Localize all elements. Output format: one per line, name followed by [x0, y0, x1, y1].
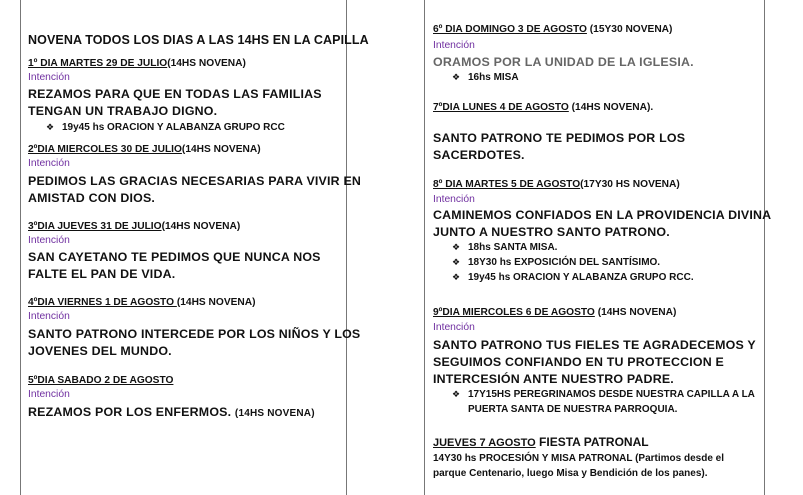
- left-column: [20, 0, 369, 495]
- day-6-bullet-1: ❖ 16hs MISA: [452, 72, 519, 83]
- diamond-bullet-icon: ❖: [46, 122, 55, 132]
- day-4-intent-label: Intención: [28, 311, 70, 322]
- day-2-intent-label: Intención: [28, 158, 70, 169]
- day-9-line-3: INTERCESIÓN ANTE NUESTRO PADRE.: [433, 372, 674, 386]
- day-1-time: (14HS NOVENA): [167, 58, 246, 69]
- feast-header: [433, 435, 649, 449]
- diamond-bullet-icon: ❖: [452, 257, 461, 267]
- day-6-header: 6º DIA DOMINGO 3 DE AGOSTO (15Y30 NOVENA): [433, 24, 673, 35]
- feast-title: FIESTA PATRONAL: [535, 435, 649, 449]
- diamond-bullet-icon: ❖: [452, 72, 461, 82]
- day-2-header: 2ºDIA MIERCOLES 30 DE JULIO(14HS NOVENA): [28, 144, 261, 155]
- day-4-line-2: JOVENES DEL MUNDO.: [28, 344, 172, 358]
- day-7-header: 7ºDIA LUNES 4 DE AGOSTO (14HS NOVENA).: [433, 102, 654, 113]
- day-1-header: [28, 58, 246, 69]
- feast-line-1: 14Y30 hs PROCESIÓN Y MISA PATRONAL (Partimos desde el: [433, 453, 725, 464]
- day-1-bullet-1: ❖ 19y45 hs ORACION Y ALABANZA GRUPO RCC: [46, 122, 285, 133]
- feast-line-2: parque Centenario, luego Misa y Bendición de los panes).: [433, 468, 708, 479]
- day-1-date: 1º DIA MARTES 29 DE JULIO: [28, 58, 168, 69]
- novena-heading: NOVENA TODOS LOS DIAS A LAS 14HS EN LA CAPILLA: [28, 33, 369, 47]
- day-3-line-1: SAN CAYETANO TE PEDIMOS QUE NUNCA NOS: [28, 250, 321, 264]
- day-4-header: 4ºDIA VIERNES 1 DE AGOSTO (14HS NOVENA): [28, 297, 256, 308]
- day-8-intent-label: Intención: [433, 194, 475, 205]
- day-8-bullet-3: ❖ 19y45 hs ORACION Y ALABANZA GRUPO RCC.: [452, 272, 694, 283]
- day-8-header: 8º DIA MARTES 5 DE AGOSTO(17Y30 HS NOVENA): [433, 179, 680, 190]
- day-3-header: 3ºDIA JUEVES 31 DE JULIO(14HS NOVENA): [28, 221, 241, 232]
- day-9-line-2: SEGUIMOS CONFIANDO EN TU PROTECCION E: [433, 355, 725, 369]
- day-3-line-2: FALTE EL PAN DE VIDA.: [28, 267, 176, 281]
- day-8-line-1: CAMINEMOS CONFIADOS EN LA PROVIDENCIA DIVINA: [433, 208, 772, 222]
- right-column: [424, 0, 772, 495]
- day-3-intent-label: Intención: [28, 235, 70, 246]
- day-6-intent-label: Intención: [433, 40, 475, 51]
- day-1-line-2: TENGAN UN TRABAJO DIGNO.: [28, 104, 218, 118]
- day-6-line-1: ORAMOS POR LA UNIDAD DE LA IGLESIA.: [433, 55, 694, 69]
- diamond-bullet-icon: ❖: [452, 272, 461, 282]
- day-5-time: (14HS NOVENA): [234, 408, 315, 419]
- day-5-header: 5ºDIA SABADO 2 DE AGOSTO: [28, 375, 174, 386]
- day-7-line-2: SACERDOTES.: [433, 148, 525, 162]
- day-4-line-1: SANTO PATRONO INTERCEDE POR LOS NIÑOS Y LOS: [28, 327, 361, 341]
- day-5-intent-label: Intención: [28, 389, 70, 400]
- day-9-bullet-1: ❖ 17Y15HS PEREGRINAMOS DESDE NUESTRA CAPILLA A LA: [452, 389, 755, 400]
- diamond-bullet-icon: ❖: [452, 389, 461, 399]
- day-1-intent-label: Intención: [28, 72, 70, 83]
- day-1-line-1: REZAMOS PARA QUE EN TODAS LAS FAMILIAS: [28, 87, 322, 101]
- day-8-bullet-2: ❖ 18Y30 hs EXPOSICIÓN DEL SANTÍSIMO.: [452, 257, 661, 268]
- day-9-intent-label: Intención: [433, 322, 475, 333]
- day-8-line-2: JUNTO A NUESTRO SANTO PATRONO.: [433, 225, 670, 239]
- day-8-bullet-1: ❖ 18hs SANTA MISA.: [452, 242, 558, 253]
- day-2-line-1: PEDIMOS LAS GRACIAS NECESARIAS PARA VIVIR EN: [28, 174, 362, 188]
- feast-date: JUEVES 7 AGOSTO: [433, 437, 536, 449]
- day-2-line-2: AMISTAD CON DIOS.: [28, 191, 156, 205]
- day-9-header: 9ºDIA MIERCOLES 6 DE AGOSTO (14HS NOVENA): [433, 307, 677, 318]
- right-column-border: [764, 0, 765, 495]
- day-7-line-1: SANTO PATRONO TE PEDIMOS POR LOS: [433, 131, 686, 145]
- diamond-bullet-icon: ❖: [452, 242, 461, 252]
- day-5-line-1: REZAMOS POR LOS ENFERMOS. (14HS NOVENA): [28, 405, 315, 419]
- middle-column-border-a: [346, 0, 347, 495]
- day-9-bullet-1-cont: PUERTA SANTA DE NUESTRA PARROQUIA.: [468, 404, 678, 415]
- day-9-line-1: SANTO PATRONO TUS FIELES TE AGRADECEMOS Y: [433, 338, 756, 352]
